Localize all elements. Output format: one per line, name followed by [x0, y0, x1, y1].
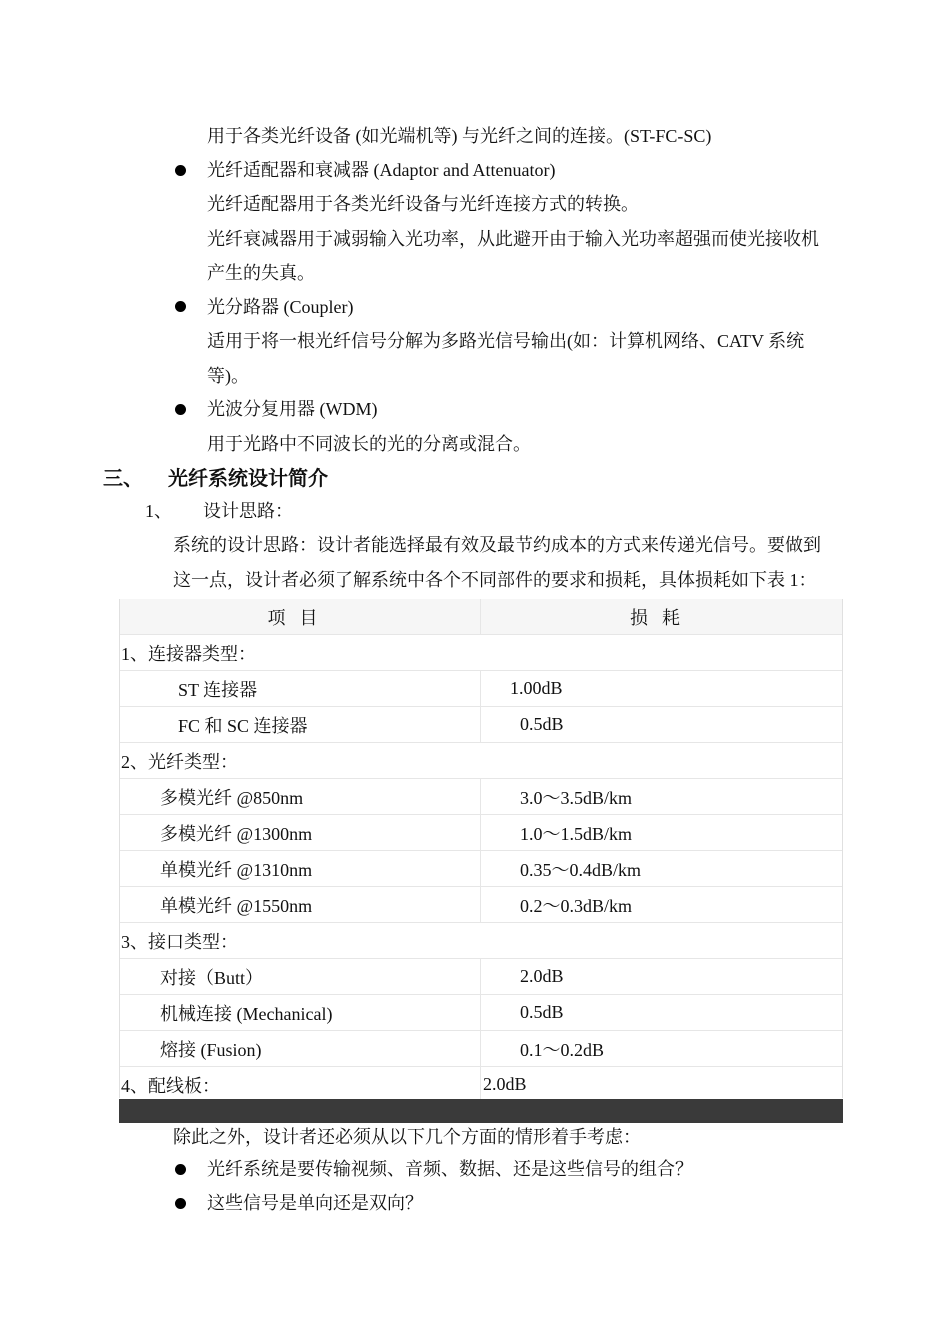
loss-table — [119, 599, 843, 1103]
group-label: 2、光纤类型： — [119, 743, 843, 779]
loss-cell: 0.2～0.3dB/km — [481, 887, 844, 923]
bullet-text: 等)。 — [207, 366, 249, 386]
bullet-icon — [175, 1198, 186, 1209]
table-row — [119, 995, 843, 1031]
loss-cell: 1.0～1.5dB/km — [481, 815, 844, 851]
paragraph-line: 这一点，设计者必须了解系统中各个不同部件的要求和损耗，具体损耗如下表 1： — [173, 570, 817, 590]
bullet-text: 光纤系统是要传输视频、音频、数据、还是这些信号的组合？ — [207, 1159, 693, 1179]
item-cell: 单模光纤 @1550nm — [119, 887, 481, 923]
connector-description: 用于各类光纤设备 (如光端机等) 与光纤之间的连接。(ST-FC-SC) — [207, 126, 712, 146]
bullet-text: 适用于将一根光纤信号分解为多路光信号输出(如：计算机网络、CATV 系统 — [207, 331, 805, 351]
item-cell: 多模光纤 @1300nm — [119, 815, 481, 851]
loss-cell: 1.00dB — [481, 671, 844, 707]
section-number: 三、 — [103, 466, 143, 490]
bullet-title-coupler: 光分路器 (Coupler) — [207, 297, 354, 317]
loss-cell: 0.1～0.2dB — [481, 1031, 844, 1067]
item-cell: 多模光纤 @850nm — [119, 779, 481, 815]
table-group-row — [119, 923, 843, 959]
item-cell: 对接（Butt） — [119, 959, 481, 995]
bullet-icon — [175, 165, 186, 176]
group-label: 3、接口类型： — [119, 923, 843, 959]
table-row — [119, 815, 843, 851]
section-title: 光纤系统设计简介 — [168, 466, 328, 490]
table-group-row — [119, 635, 843, 671]
item-cell: 机械连接 (Mechanical) — [119, 995, 481, 1031]
loss-cell: 2.0dB — [481, 959, 844, 995]
subsection-number: 1、 — [145, 501, 172, 521]
loss-cell: 0.5dB — [481, 995, 844, 1031]
table-row — [119, 671, 843, 707]
table-row — [119, 887, 843, 923]
table-row — [119, 1031, 843, 1067]
table-row — [119, 851, 843, 887]
header-item: 项目 — [119, 599, 481, 635]
table-footer-bar — [119, 1099, 843, 1123]
bullet-text: 产生的失真。 — [207, 263, 315, 283]
loss-cell: 0.35～0.4dB/km — [481, 851, 844, 887]
after-table-text: 除此之外，设计者还必须从以下几个方面的情形着手考虑： — [173, 1127, 641, 1147]
item-cell: 熔接 (Fusion) — [119, 1031, 481, 1067]
paragraph-line: 系统的设计思路：设计者能选择最有效及最节约成本的方式来传递光信号。要做到 — [173, 535, 821, 555]
bullet-text: 光纤衰减器用于减弱输入光功率，从此避开由于输入光功率超强而使光接收机 — [207, 229, 819, 249]
subsection-title: 设计思路： — [203, 501, 293, 521]
table-row — [119, 779, 843, 815]
table-group-row — [119, 743, 843, 779]
bullet-text: 这些信号是单向还是双向？ — [207, 1193, 423, 1213]
bullet-icon — [175, 1164, 186, 1175]
bullet-title-wdm: 光波分复用器 (WDM) — [207, 399, 378, 419]
bullet-title-adaptor: 光纤适配器和衰减器 (Adaptor and Attenuator) — [207, 160, 556, 180]
loss-cell: 2.0dB — [481, 1067, 844, 1103]
group-label: 4、配线板： — [119, 1067, 481, 1103]
loss-cell: 3.0～3.5dB/km — [481, 779, 844, 815]
table-header-row — [119, 599, 843, 635]
table-group-row — [119, 1067, 843, 1103]
header-loss: 损耗 — [481, 599, 844, 635]
bullet-icon — [175, 301, 186, 312]
group-label: 1、连接器类型： — [119, 635, 843, 671]
bullet-text: 用于光路中不同波长的光的分离或混合。 — [207, 434, 531, 454]
item-cell: ST 连接器 — [119, 671, 481, 707]
item-cell: FC 和 SC 连接器 — [119, 707, 481, 743]
table-row — [119, 959, 843, 995]
loss-cell: 0.5dB — [481, 707, 844, 743]
item-cell: 单模光纤 @1310nm — [119, 851, 481, 887]
bullet-icon — [175, 404, 186, 415]
bullet-text: 光纤适配器用于各类光纤设备与光纤连接方式的转换。 — [207, 194, 639, 214]
table-row — [119, 707, 843, 743]
